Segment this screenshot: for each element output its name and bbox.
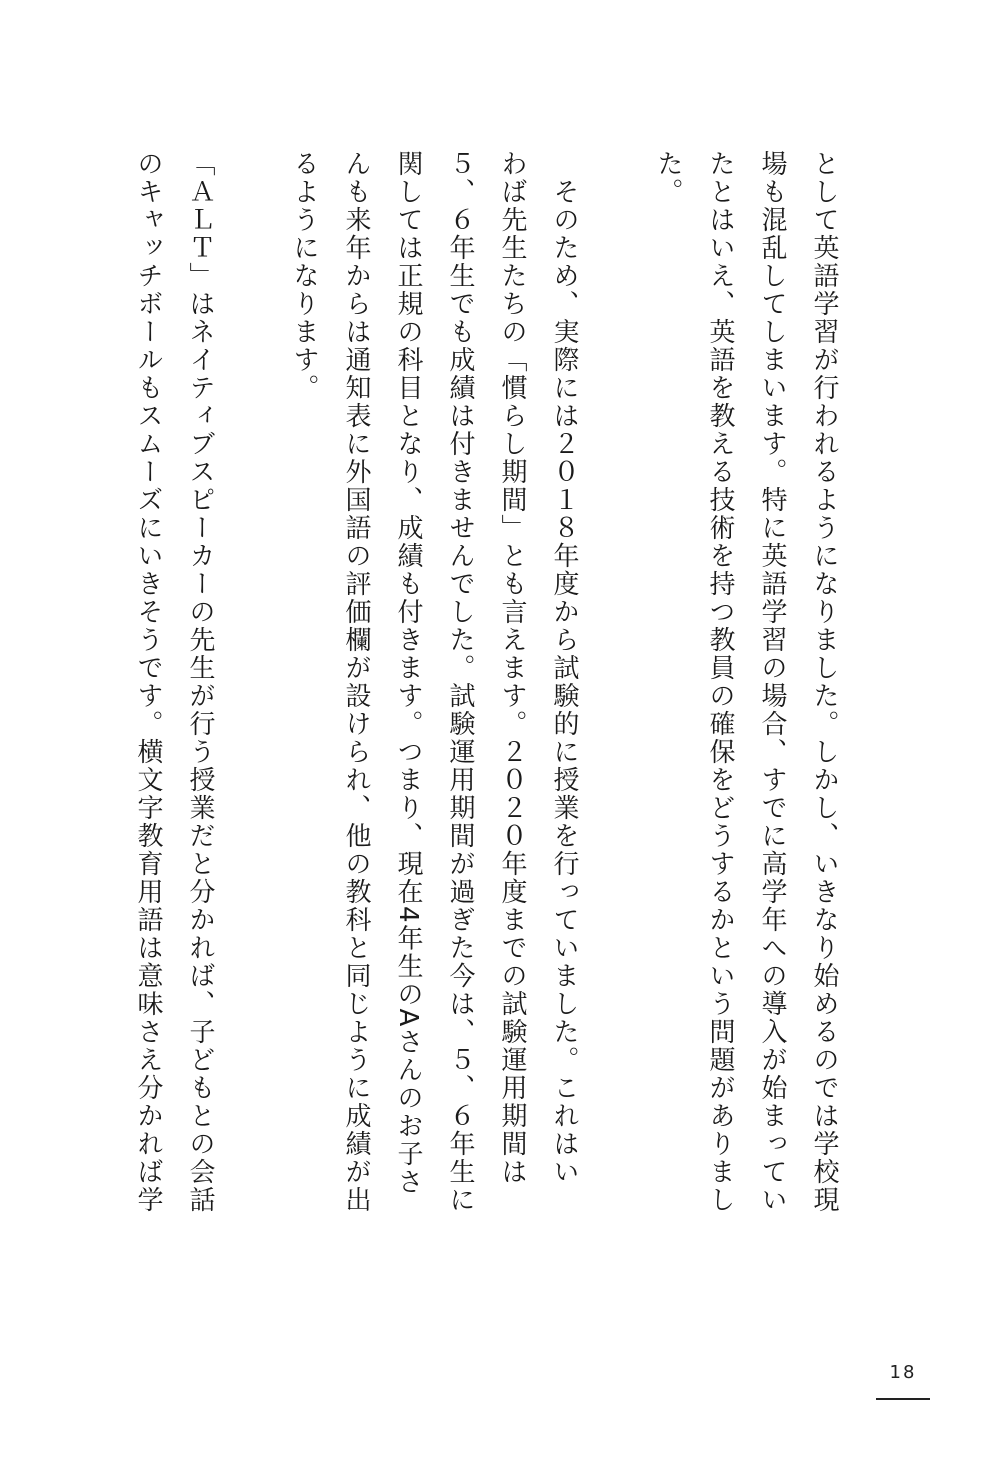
paragraph-gap xyxy=(590,150,642,1170)
page-number-underline xyxy=(876,1398,930,1400)
text-line: 関しては正規の科目となり、成績も付きます。つまり、現在4年生のAさんのお子さ xyxy=(393,150,423,1197)
text-line: そのため、実際には２０１８年度から試験的に授業を行っていました。これはい xyxy=(549,150,579,1186)
text-line: 場も混乱してしまいます。特に英語学習の場合、すでに高学年への導入が始まってい xyxy=(757,150,787,1214)
text-line: わば先生たちの「慣らし期間」とも言えます。２０２０年度までの試験運用期間は xyxy=(497,150,527,1186)
text-line: のキャッチボールもスムーズにいきそうです。横文字教育用語は意味さえ分かれば学 xyxy=(133,150,163,1214)
text-line: として英語学習が行われるようになりました。しかし、いきなり始めるのでは学校現 xyxy=(809,150,839,1214)
text-line: たとはいえ、英語を教える技術を持つ教員の確保をどうするかという問題がありまし xyxy=(705,150,735,1214)
text-line: るようになります。 xyxy=(289,150,319,402)
text-line: 「ＡＬＴ」はネイティブスピーカーの先生が行う授業だと分かれば、子どもとの会話 xyxy=(185,150,215,1214)
text-line: んも来年からは通知表に外国語の評価欄が設けられ、他の教科と同じように成績が出 xyxy=(341,150,371,1214)
paragraph-gap xyxy=(226,150,278,1170)
text-line: た。 xyxy=(653,150,683,206)
text-line: ５、６年生でも成績は付きませんでした。試験運用期間が過ぎた今は、５、６年生に xyxy=(445,150,475,1214)
page-number: 18 xyxy=(889,1362,917,1383)
vertical-body-text xyxy=(122,150,850,1214)
